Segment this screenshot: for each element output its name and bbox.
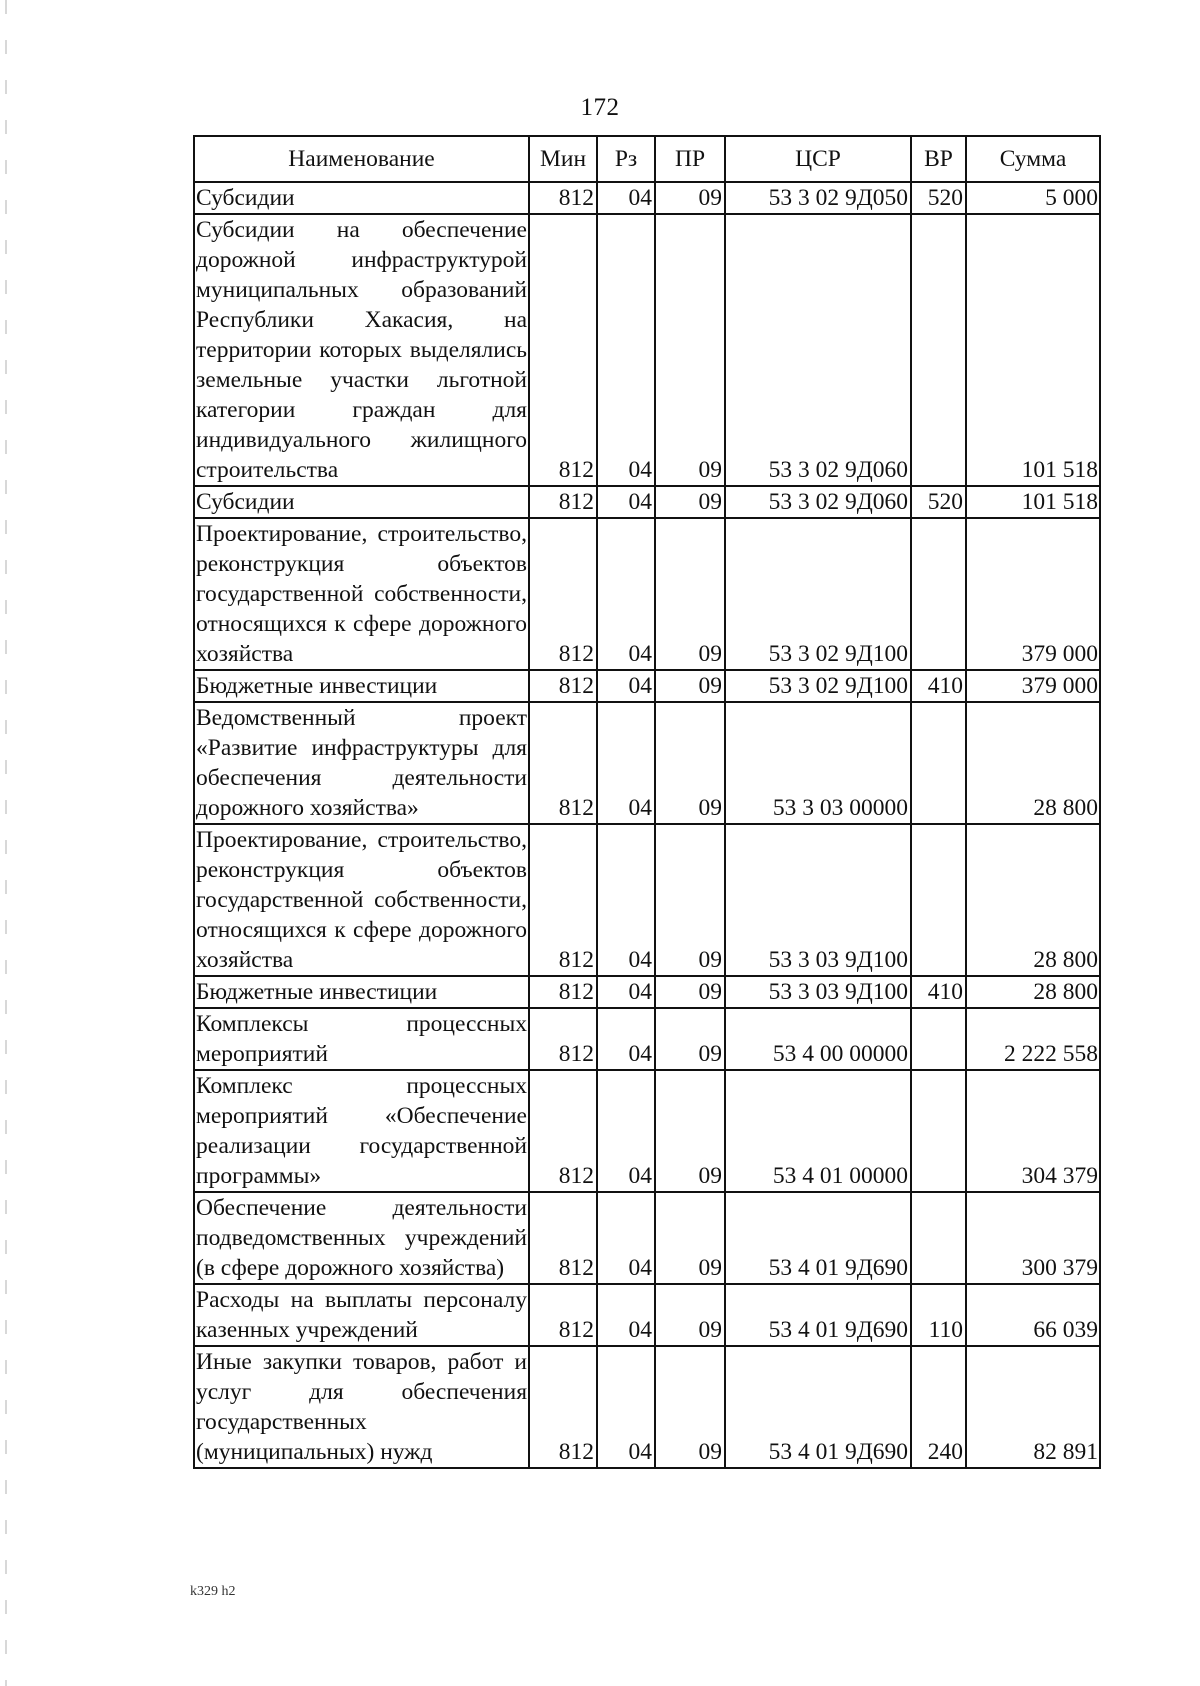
row-vr [911,1008,966,1070]
row-pr: 09 [655,518,725,670]
row-pr: 09 [655,182,725,214]
table-row [194,182,1100,214]
row-min: 812 [529,518,597,670]
header-rz: Рз [597,136,655,182]
row-name: Комплексы процессных мероприятий [194,1008,529,1070]
row-csr: 53 3 02 9Д100 [725,518,911,670]
row-min: 812 [529,670,597,702]
row-vr: 110 [911,1284,966,1346]
header-pr: ПР [655,136,725,182]
row-sum: 2 222 558 [966,1008,1100,1070]
row-sum: 379 000 [966,518,1100,670]
row-pr: 09 [655,1070,725,1192]
budget-table [193,135,1101,1469]
table-row [194,1284,1100,1346]
row-min: 812 [529,824,597,976]
row-name: Бюджетные инвестиции [194,670,529,702]
row-name: Обеспечение деятельности подведомственных учреждений (в сфере дорожного хозяйства) [194,1192,529,1284]
row-csr: 53 4 00 00000 [725,1008,911,1070]
row-pr: 09 [655,702,725,824]
header-min: Мин [529,136,597,182]
row-rz: 04 [597,486,655,518]
table-row [194,702,1100,824]
row-pr: 09 [655,1192,725,1284]
row-sum: 5 000 [966,182,1100,214]
row-sum: 304 379 [966,1070,1100,1192]
row-pr: 09 [655,670,725,702]
row-vr [911,824,966,976]
row-pr: 09 [655,1008,725,1070]
row-vr [911,702,966,824]
page-number: 172 [580,94,620,121]
row-pr: 09 [655,976,725,1008]
row-name: Ведомственный проект «Развитие инфраструктуры для обеспечения деятельности дорожного хозяйства» [194,702,529,824]
row-min: 812 [529,976,597,1008]
table-row [194,1008,1100,1070]
row-vr [911,518,966,670]
row-sum: 28 800 [966,976,1100,1008]
row-min: 812 [529,1346,597,1468]
row-name: Проектирование, строительство, реконструкция объектов государственной собственности, относящихся к сфере дорожного хозяйства [194,824,529,976]
row-vr [911,1070,966,1192]
row-rz: 04 [597,670,655,702]
row-rz: 04 [597,702,655,824]
row-sum: 101 518 [966,486,1100,518]
row-vr [911,1192,966,1284]
row-min: 812 [529,1284,597,1346]
row-vr: 240 [911,1346,966,1468]
row-min: 812 [529,214,597,486]
row-name: Субсидии [194,486,529,518]
row-rz: 04 [597,1008,655,1070]
row-csr: 53 3 03 9Д100 [725,824,911,976]
row-name: Расходы на выплаты персоналу казенных учреждений [194,1284,529,1346]
table-row [194,1346,1100,1468]
row-csr: 53 3 02 9Д060 [725,486,911,518]
row-rz: 04 [597,182,655,214]
row-rz: 04 [597,518,655,670]
row-vr: 410 [911,670,966,702]
row-vr: 520 [911,486,966,518]
row-csr: 53 3 03 9Д100 [725,976,911,1008]
header-csr: ЦСР [725,136,911,182]
table-row [194,824,1100,976]
row-csr: 53 4 01 00000 [725,1070,911,1192]
row-min: 812 [529,486,597,518]
row-sum: 82 891 [966,1346,1100,1468]
row-pr: 09 [655,214,725,486]
row-vr: 410 [911,976,966,1008]
row-name: Субсидии на обеспечение дорожной инфраструктурой муниципальных образований Республики Хакасия, на территории которых выделялись земельные участки льготной категории граждан для индивидуального жилищного строительства [194,214,529,486]
row-csr: 53 4 01 9Д690 [725,1284,911,1346]
row-rz: 04 [597,1284,655,1346]
row-rz: 04 [597,824,655,976]
row-csr: 53 3 02 9Д060 [725,214,911,486]
row-sum: 300 379 [966,1192,1100,1284]
row-pr: 09 [655,1346,725,1468]
table-row [194,214,1100,486]
table-row [194,670,1100,702]
row-pr: 09 [655,824,725,976]
table-row [194,518,1100,670]
row-rz: 04 [597,1346,655,1468]
row-csr: 53 3 02 9Д050 [725,182,911,214]
row-name: Субсидии [194,182,529,214]
table-row [194,1070,1100,1192]
row-sum: 28 800 [966,702,1100,824]
row-min: 812 [529,1192,597,1284]
row-name: Бюджетные инвестиции [194,976,529,1008]
row-rz: 04 [597,976,655,1008]
row-sum: 66 039 [966,1284,1100,1346]
header-sum: Сумма [966,136,1100,182]
row-min: 812 [529,182,597,214]
row-name: Иные закупки товаров, работ и услуг для обеспечения государственных (муниципальных) нужд [194,1346,529,1468]
row-csr: 53 4 01 9Д690 [725,1192,911,1284]
row-min: 812 [529,702,597,824]
row-name: Комплекс процессных мероприятий «Обеспечение реализации государственной программы» [194,1070,529,1192]
row-pr: 09 [655,1284,725,1346]
row-rz: 04 [597,1192,655,1284]
row-sum: 101 518 [966,214,1100,486]
row-rz: 04 [597,214,655,486]
table-row [194,976,1100,1008]
table-row [194,486,1100,518]
document-code: k329 h2 [190,1584,236,1599]
table-header-row [194,136,1100,182]
header-name: Наименование [194,136,529,182]
scan-edge-marks [5,0,7,1686]
row-name: Проектирование, строительство, реконструкция объектов государственной собственности, относящихся к сфере дорожного хозяйства [194,518,529,670]
row-csr: 53 3 03 00000 [725,702,911,824]
row-min: 812 [529,1008,597,1070]
row-pr: 09 [655,486,725,518]
row-sum: 379 000 [966,670,1100,702]
row-rz: 04 [597,1070,655,1192]
row-vr: 520 [911,182,966,214]
row-min: 812 [529,1070,597,1192]
header-vr: ВР [911,136,966,182]
row-sum: 28 800 [966,824,1100,976]
row-csr: 53 3 02 9Д100 [725,670,911,702]
table-row [194,1192,1100,1284]
row-csr: 53 4 01 9Д690 [725,1346,911,1468]
row-vr [911,214,966,486]
